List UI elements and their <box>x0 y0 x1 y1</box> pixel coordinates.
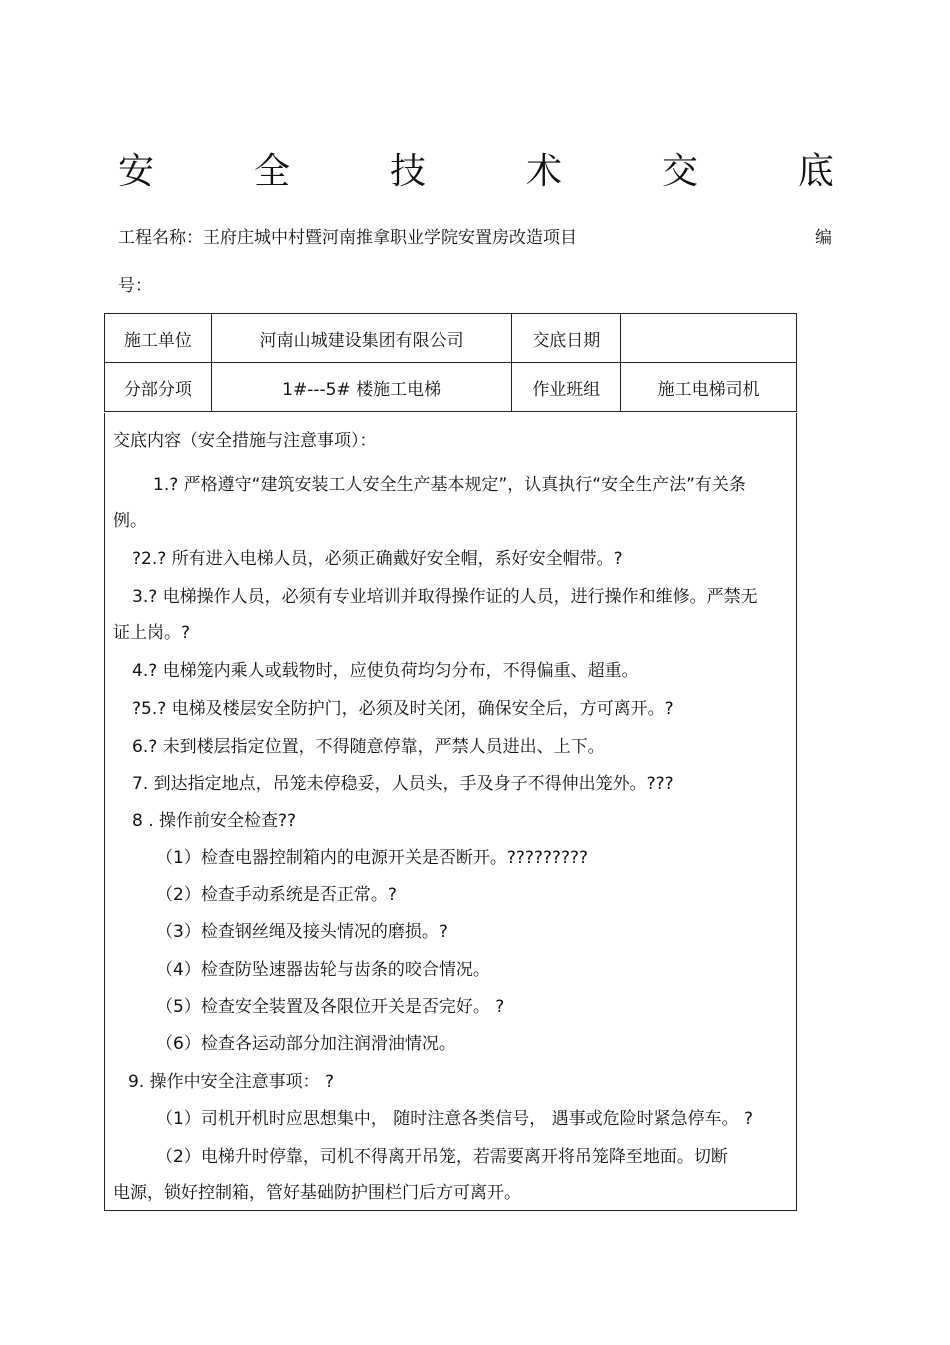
content-line: （4）检查防坠速器齿轮与齿条的咬合情况。 <box>156 960 490 980</box>
content-line: （2）检查手动系统是否正常。? <box>156 885 397 905</box>
content-line: 证上岗。? <box>113 623 191 643</box>
content-line: 6.? 未到楼层指定位置，不得随意停靠，严禁人员进出、上下。 <box>132 737 605 757</box>
content-line: ?2.? 所有进入电梯人员，必须正确戴好安全帽，系好安全帽带。? <box>132 549 623 569</box>
title-char: 底 <box>797 151 834 192</box>
content-line: 电源，锁好控制箱，管好基础防护围栏门后方可离开。 <box>113 1183 521 1203</box>
table-row <box>105 314 797 363</box>
table-row <box>105 363 797 412</box>
content-heading: 交底内容（安全措施与注意事项）： <box>113 431 377 451</box>
serial-number-label-part1: 编 <box>815 228 832 248</box>
work-team-label: 作业班组 <box>512 363 621 412</box>
content-line: （6）检查各运动部分加注润滑油情况。 <box>156 1034 456 1054</box>
content-line: 8 . 操作前安全检查?? <box>132 811 297 831</box>
subdivision-value: 1#---5# 楼施工电梯 <box>211 363 512 412</box>
content-line: ?5.? 电梯及楼层安全防护门，必须及时关闭，确保安全后，方可离开。? <box>132 699 674 719</box>
info-table <box>104 313 797 412</box>
work-team-value: 施工电梯司机 <box>621 363 797 412</box>
title-char: 安 <box>118 151 155 192</box>
project-name-line <box>118 226 832 250</box>
title-char: 技 <box>389 151 426 192</box>
handover-date-value <box>621 314 797 363</box>
handover-date-label: 交底日期 <box>512 314 621 363</box>
title-char: 交 <box>661 151 698 192</box>
content-line: 1.? 严格遵守“建筑安装工人安全生产基本规定”，认真执行“安全生产法”有关条 <box>153 475 746 495</box>
document-title <box>118 150 834 194</box>
content-line: 7. 到达指定地点，吊笼未停稳妥，人员头，手及身子不得伸出笼外。??? <box>132 774 674 794</box>
project-name: 工程名称：王府庄城中村暨河南推拿职业学院安置房改造项目 <box>118 228 577 248</box>
subdivision-label: 分部分项 <box>105 363 212 412</box>
content-line: （5）检查安全装置及各限位开关是否完好。 ? <box>156 997 505 1017</box>
content-line: （3）检查钢丝绳及接头情况的磨损。? <box>156 922 448 942</box>
construction-unit-value: 河南山城建设集团有限公司 <box>211 314 512 363</box>
construction-unit-label: 施工单位 <box>105 314 212 363</box>
title-char: 全 <box>253 151 290 192</box>
content-line: 9. 操作中安全注意事项： ? <box>128 1072 335 1092</box>
content-line: 例。 <box>113 511 147 531</box>
content-line: 3.? 电梯操作人员，必须有专业培训并取得操作证的人员，进行操作和维修。严禁无 <box>132 587 758 607</box>
content-line: （1）检查电器控制箱内的电源开关是否断开。????????? <box>156 848 589 868</box>
handover-content-box <box>104 413 797 1211</box>
serial-number-label-part2: 号： <box>118 276 152 296</box>
content-line: （2）电梯升时停靠，司机不得离开吊笼，若需要离开将吊笼降至地面。切断 <box>156 1147 728 1167</box>
content-line: 4.? 电梯笼内乘人或载物时，应使负荷均匀分布，不得偏重、超重。 <box>132 661 639 681</box>
title-char: 术 <box>525 151 562 192</box>
content-line: （1）司机开机时应思想集中， 随时注意各类信号， 遇事或危险时紧急停车。 ? <box>156 1109 754 1129</box>
